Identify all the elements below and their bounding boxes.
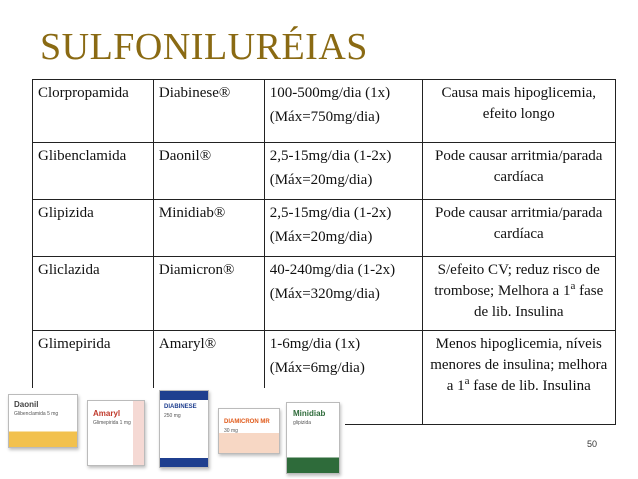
note-cell bbox=[422, 257, 616, 331]
drug-name: Clorpropamida bbox=[33, 80, 154, 143]
dose-range: 1-6mg/dia (1x) bbox=[269, 336, 361, 352]
drug-name: Glibenclamida bbox=[33, 143, 154, 200]
brand-name: Diabinese® bbox=[153, 80, 264, 143]
page-number: 50 bbox=[587, 439, 598, 449]
note-text: Menos hipoglicemia, níveis menores de insulina; melhora a 1 bbox=[430, 336, 608, 394]
note-text-end: fase de lib. Insulina bbox=[473, 283, 604, 320]
dose-max: (Máx=20mg/dia) bbox=[269, 229, 373, 245]
dose-range: 2,5-15mg/dia (1-2x) bbox=[269, 205, 392, 221]
dose-range: 40-240mg/dia (1-2x) bbox=[269, 262, 396, 278]
diamicron-label: DIAMICRON MR bbox=[224, 419, 270, 425]
minidiab-sublabel: glipizida bbox=[293, 420, 312, 426]
note-superscript: a bbox=[464, 375, 470, 387]
diamicron-sublabel: 30 mg bbox=[224, 428, 238, 434]
dose-cell bbox=[264, 143, 422, 200]
note-cell bbox=[422, 331, 616, 425]
dose-max: (Máx=320mg/dia) bbox=[269, 286, 380, 302]
table-row bbox=[33, 80, 616, 143]
slide-title: SULFONILURÉIAS bbox=[40, 26, 368, 68]
dose-max: (Máx=750mg/dia) bbox=[269, 109, 380, 125]
diabinese-box bbox=[159, 390, 209, 468]
minidiab-box bbox=[286, 402, 340, 474]
medication-boxes-image bbox=[0, 388, 345, 479]
amaryl-sublabel: Glimepirida 1 mg bbox=[93, 420, 131, 426]
drug-name: Gliclazida bbox=[33, 257, 154, 331]
minidiab-label: Minidiab bbox=[293, 409, 326, 418]
note-text-end: fase de lib. Insulina bbox=[469, 378, 591, 394]
note-cell: Pode causar arritmia/parada cardíaca bbox=[422, 143, 616, 200]
table-row bbox=[33, 257, 616, 331]
diabinese-sublabel: 250 mg bbox=[164, 413, 181, 419]
diamicron-box bbox=[218, 408, 280, 454]
diabinese-label: DIABINESE bbox=[164, 404, 197, 410]
dose-cell bbox=[264, 200, 422, 257]
brand-name: Amaryl® bbox=[153, 331, 264, 425]
table-row bbox=[33, 200, 616, 257]
brand-name: Daonil® bbox=[153, 143, 264, 200]
daonil-label: Daonil bbox=[14, 400, 39, 409]
note-text: S/efeito CV; reduz risco de trombose; Melhora a 1 bbox=[434, 262, 600, 299]
table-row bbox=[33, 143, 616, 200]
drug-name: Glipizida bbox=[33, 200, 154, 257]
dose-max: (Máx=6mg/dia) bbox=[269, 360, 365, 376]
sulfonylurea-table bbox=[32, 79, 616, 425]
daonil-box bbox=[8, 394, 78, 448]
note-cell: Pode causar arritmia/parada cardíaca bbox=[422, 200, 616, 257]
dose-max: (Máx=20mg/dia) bbox=[269, 172, 373, 188]
dose-range: 2,5-15mg/dia (1-2x) bbox=[269, 148, 392, 164]
daonil-sublabel: Glibenclamida 5 mg bbox=[14, 411, 59, 417]
drug-name: Glimepirida bbox=[33, 331, 154, 425]
dose-cell bbox=[264, 257, 422, 331]
amaryl-box bbox=[87, 400, 145, 466]
note-cell: Causa mais hipoglicemia, efeito longo bbox=[422, 80, 616, 143]
brand-name: Minidiab® bbox=[153, 200, 264, 257]
dose-range: 100-500mg/dia (1x) bbox=[269, 85, 391, 101]
dose-cell bbox=[264, 80, 422, 143]
note-superscript: a bbox=[570, 280, 576, 292]
amaryl-label: Amaryl bbox=[93, 409, 121, 418]
brand-name: Diamicron® bbox=[153, 257, 264, 331]
